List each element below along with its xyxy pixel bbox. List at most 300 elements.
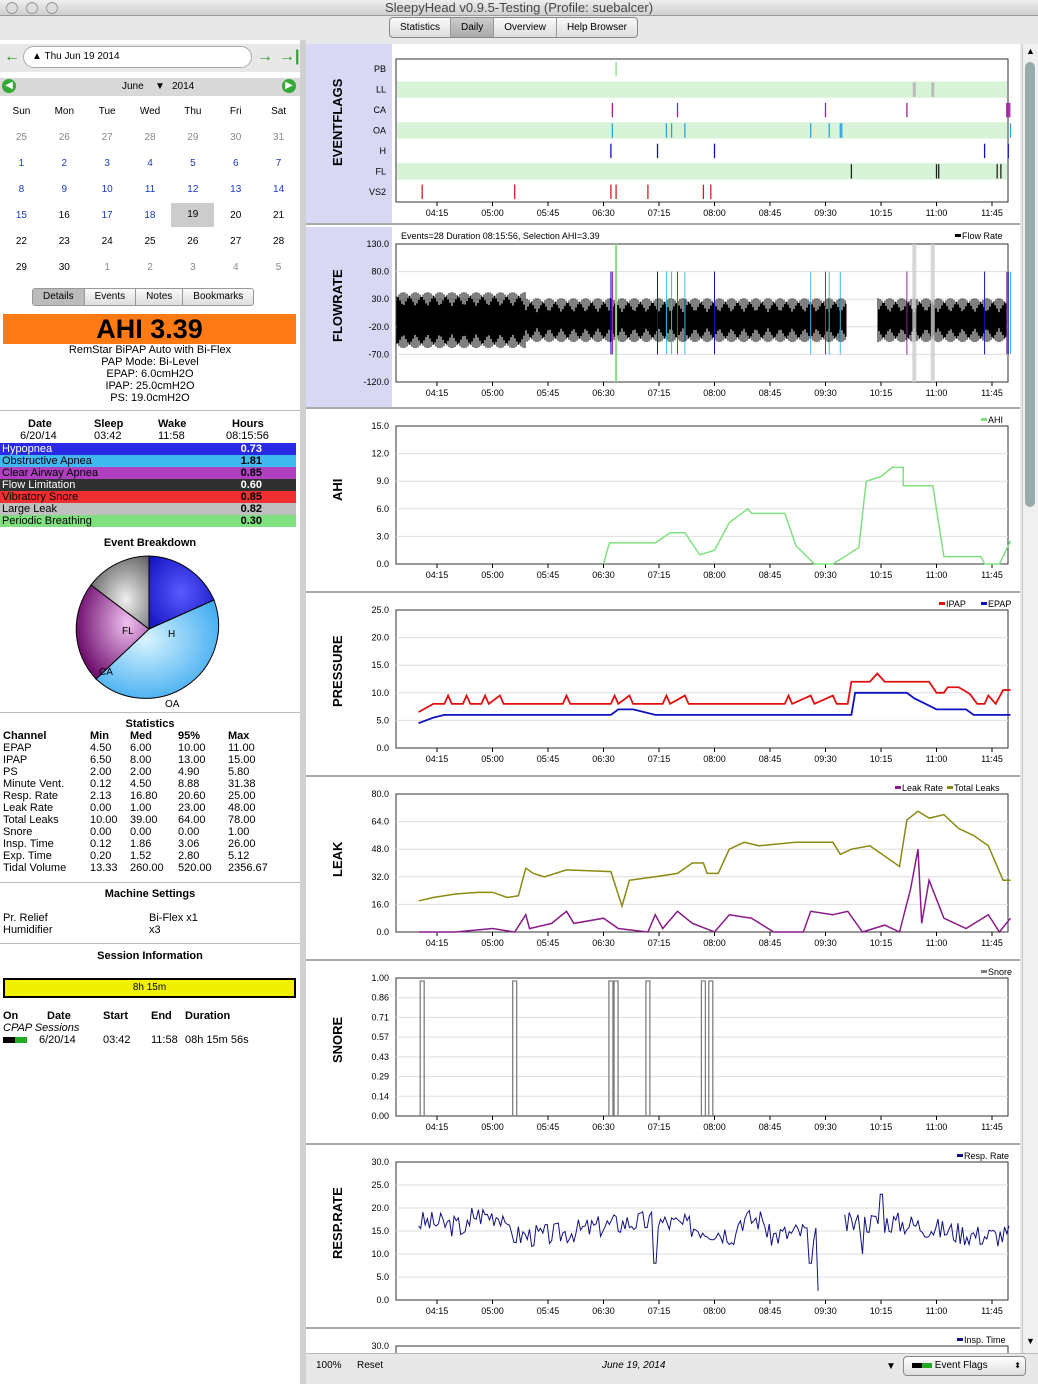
ahi-plot[interactable]	[306, 411, 1020, 593]
flag-row-label: LL	[375, 84, 386, 95]
time-tick-label: 05:45	[536, 754, 560, 764]
calendar-day[interactable]: 21	[272, 209, 285, 221]
statistics-cell: 2.00	[130, 766, 152, 778]
time-tick-label: 11:00	[925, 754, 948, 764]
minimize-icon[interactable]	[26, 2, 38, 14]
graph-label: LEAK	[330, 841, 345, 877]
prev-month-icon[interactable]: ◀	[2, 79, 16, 93]
event-row[interactable]	[0, 443, 296, 455]
time-tick-label: 05:45	[536, 570, 560, 580]
time-tick-label: 07:15	[647, 1122, 671, 1132]
flowrate-plot[interactable]	[306, 227, 1020, 409]
legend-swatch	[957, 1154, 963, 1157]
calendar-day[interactable]: 9	[61, 183, 68, 195]
y-tick-label: 25.0	[371, 1180, 389, 1190]
snore-plot[interactable]	[306, 963, 1020, 1145]
statistics-row	[0, 790, 300, 802]
time-tick-label: 08:45	[758, 1122, 782, 1132]
scroll-down-icon[interactable]: ▼	[1026, 1336, 1035, 1346]
machine-settings-title: Machine Settings	[104, 888, 196, 900]
calendar-day[interactable]: 17	[101, 209, 113, 221]
setting-value: Bi-Flex x1	[149, 912, 198, 924]
pie-label-h: H	[168, 629, 176, 640]
setting-name: Humidifier	[3, 924, 53, 936]
y-tick-label: 0.29	[371, 1071, 389, 1082]
calendar-day[interactable]: 27	[101, 131, 113, 143]
event-value: 1.81	[240, 455, 262, 467]
statistics-cell: 78.00	[228, 814, 256, 826]
y-tick-label: 25.0	[371, 605, 389, 615]
legend-label: Leak Rate	[902, 783, 944, 793]
calendar-day[interactable]: 16	[58, 209, 70, 221]
tab-bookmarks[interactable]: Bookmarks	[193, 291, 244, 302]
time-tick-label: 08:45	[758, 208, 782, 218]
y-tick-label: 6.0	[376, 503, 389, 514]
session-toggle[interactable]	[3, 1037, 27, 1043]
flag-row-label: OA	[372, 125, 386, 136]
statistics-cell: 16.80	[130, 790, 158, 802]
calendar-day[interactable]: 22	[15, 235, 27, 247]
statistics-cell: 1.86	[130, 838, 152, 850]
time-tick-label: 06:30	[592, 388, 615, 398]
statistics-row	[0, 754, 300, 766]
zoom-level: 100%	[316, 1360, 342, 1371]
window-title: SleepyHead v0.9.5-Testing (Profile: suebalcer)	[384, 0, 654, 15]
pressure-plot[interactable]	[306, 595, 1020, 777]
calendar-day[interactable]: 4	[232, 261, 239, 273]
statistics-cell: 1.00	[228, 826, 250, 838]
statistics-cell: 39.00	[130, 814, 158, 826]
reset-button[interactable]: Reset	[357, 1360, 384, 1371]
ps-setting: PS: 19.0cmH2O	[110, 392, 190, 404]
calendar-day[interactable]: 5	[190, 157, 196, 169]
pie-label-fl: FL	[122, 626, 134, 637]
time-tick-label: 08:00	[703, 1306, 726, 1316]
calendar-day[interactable]: 28	[273, 235, 285, 247]
y-tick-label: 64.0	[371, 816, 389, 827]
event-row[interactable]	[0, 515, 296, 527]
time-tick-label: 05:00	[481, 754, 504, 764]
y-tick-label: 0.86	[371, 992, 389, 1003]
graph-pressure	[306, 595, 1020, 777]
calendar-day[interactable]: 27	[230, 235, 242, 247]
time-tick-label: 05:45	[536, 208, 560, 218]
y-tick-label: 30.0	[371, 1157, 389, 1167]
time-tick-label: 05:00	[481, 1122, 504, 1132]
graph-label: PRESSURE	[330, 635, 345, 707]
time-tick-label: 08:45	[758, 388, 782, 398]
statistics-cell: 6.50	[90, 754, 112, 766]
calendar-day[interactable]: 14	[273, 183, 285, 195]
time-tick-label: 06:30	[592, 938, 615, 948]
y-tick-label: 0.0	[376, 1295, 389, 1305]
statistics-cell: 13.00	[178, 754, 206, 766]
calendar-day[interactable]: 29	[187, 131, 199, 143]
y-tick-label: -70.0	[368, 349, 389, 360]
statistics-cell: 0.12	[90, 778, 112, 790]
event-name: Vibratory Snore	[2, 491, 79, 503]
calendar-day-selected[interactable]: 19	[171, 203, 214, 227]
event-row[interactable]	[0, 467, 296, 479]
date-field[interactable]	[23, 46, 252, 68]
statistics-cell: Minute Vent.	[3, 778, 65, 790]
y-tick-label: 5.0	[376, 715, 389, 726]
y-tick-label: 10.0	[371, 687, 389, 698]
calendar-day[interactable]: 29	[15, 261, 27, 273]
calendar-day[interactable]: 3	[104, 157, 110, 169]
statistics-cell: 6.00	[130, 742, 152, 754]
setting-value: x3	[149, 924, 161, 936]
calendar-day[interactable]: 11	[144, 183, 156, 195]
time-tick-label: 05:00	[481, 938, 504, 948]
session-timeline-bar[interactable]: 8h 15m	[3, 978, 296, 998]
date-value: Thu Jun 19 2014	[44, 51, 120, 62]
legend-swatch	[957, 1338, 963, 1341]
flag-row-label: H	[379, 145, 386, 156]
session-header: Start	[103, 1010, 129, 1022]
statistics-cell: 4.50	[90, 742, 112, 754]
month-select[interactable]: June	[122, 81, 144, 92]
zoom-icon[interactable]	[46, 2, 58, 14]
session-cell: 6/20/14	[39, 1034, 76, 1046]
summary-header: Sleep	[94, 418, 124, 430]
statistics-header: Min	[90, 730, 109, 742]
day-header: Thu	[184, 105, 202, 117]
event-value: 0.73	[240, 443, 262, 455]
y-tick-label: 30.0	[371, 1341, 389, 1351]
back-arrow-icon[interactable]: ←	[4, 48, 20, 65]
close-icon[interactable]	[6, 2, 18, 14]
statistics-row	[0, 862, 300, 874]
vertical-scrollbar[interactable]	[1022, 44, 1038, 1353]
calendar-header	[0, 98, 300, 124]
scroll-thumb[interactable]	[1025, 62, 1035, 507]
calendar-day[interactable]: 8	[18, 183, 25, 195]
statistics-cell: 20.60	[178, 790, 206, 802]
statistics-cell: 11.00	[228, 742, 255, 754]
statistics-row	[0, 802, 300, 814]
date-picker-icon: ▲	[32, 51, 45, 62]
statistics-cell: 2.13	[90, 790, 112, 802]
left-panel	[0, 40, 300, 1384]
time-tick-label: 04:15	[425, 938, 449, 948]
month-bar	[0, 78, 300, 96]
graph-label: SNORE	[330, 1016, 345, 1063]
legend-swatch	[981, 418, 987, 421]
session-header: End	[151, 1010, 172, 1022]
time-tick-label: 08:00	[703, 1122, 726, 1132]
y-tick-label: 0.43	[371, 1051, 389, 1062]
flow-info: Events=28 Duration 08:15:56, Selection AHI=3.39	[401, 231, 600, 241]
statistics-cell: 2356.67	[228, 862, 268, 874]
event-row[interactable]	[0, 491, 296, 503]
legend-swatch	[947, 786, 953, 789]
y-tick-label: 80.0	[371, 266, 389, 277]
statistics-cell: Insp. Time	[3, 838, 54, 850]
graph-swatch-icon	[912, 1363, 932, 1368]
forward-arrow-icon[interactable]: →	[257, 48, 273, 65]
statistics-cell: 25.00	[228, 790, 256, 802]
event-name: Clear Airway Apnea	[2, 467, 98, 479]
flag-row-label: PB	[373, 64, 386, 75]
y-tick-label: 15.0	[371, 421, 389, 431]
calendar-day[interactable]: 18	[144, 209, 156, 221]
statistics-cell: 520.00	[178, 862, 212, 874]
legend-swatch	[895, 786, 901, 789]
y-tick-label: -20.0	[368, 321, 389, 332]
statistics-row	[0, 766, 300, 778]
detail-tabs	[32, 288, 254, 306]
day-header: Mon	[54, 105, 75, 117]
calendar-day[interactable]: 3	[190, 261, 196, 273]
time-tick-label: 09:30	[814, 570, 837, 580]
day-header: Fri	[229, 105, 242, 117]
time-tick-label: 09:30	[814, 1306, 837, 1316]
calendar-day[interactable]: 7	[275, 157, 282, 169]
legend-label: EPAP	[988, 599, 1012, 609]
ahi-banner: AHI 3.39	[3, 314, 296, 344]
calendar-day[interactable]: 15	[15, 209, 27, 221]
time-tick-label: 10:15	[869, 388, 893, 398]
tab-details[interactable]: Details	[33, 289, 85, 305]
statistics-row	[0, 814, 300, 826]
legend-swatch	[939, 602, 945, 605]
time-tick-label: 04:15	[425, 208, 449, 218]
time-tick-label: 05:45	[536, 938, 560, 948]
graph-snore	[306, 963, 1020, 1145]
calendar-day[interactable]: 25	[144, 235, 156, 247]
filter-dropdown-icon[interactable]: ▼	[886, 1361, 896, 1372]
time-tick-label: 09:30	[814, 388, 837, 398]
calendar-day[interactable]: 30	[58, 261, 70, 273]
statistics-cell: 0.12	[90, 838, 112, 850]
session-cell: 03:42	[103, 1034, 131, 1046]
graph-select-value: Event Flags	[934, 1360, 988, 1371]
statistics-row	[0, 778, 300, 790]
calendar-day[interactable]: 30	[230, 131, 242, 143]
session-header: Date	[47, 1010, 71, 1022]
calendar-day[interactable]: 4	[147, 157, 153, 169]
time-tick-label: 06:30	[592, 1122, 615, 1132]
flag-row-label: CA	[373, 105, 386, 116]
statistics-cell: 0.00	[90, 826, 112, 838]
flag-row-label: FL	[375, 166, 386, 177]
tab-events[interactable]: Events	[85, 289, 137, 305]
legend-label: Snore	[988, 967, 1013, 977]
event-value: 0.30	[240, 515, 262, 527]
time-tick-label: 11:45	[981, 938, 1003, 948]
calendar-day[interactable]: 26	[58, 131, 70, 143]
day-header: Wed	[139, 105, 161, 117]
time-tick-label: 11:00	[925, 388, 948, 398]
statistics-cell: 1.00	[130, 802, 152, 814]
ipap-setting: IPAP: 25.0cmH2O	[105, 380, 195, 392]
epap-setting: EPAP: 6.0cmH2O	[106, 368, 194, 380]
statistics-cell: 260.00	[130, 862, 164, 874]
statistics-cell: 64.00	[178, 814, 206, 826]
time-tick-label: 08:00	[703, 938, 726, 948]
statistics-header: Med	[130, 730, 152, 742]
session-summary	[0, 418, 300, 442]
time-tick-label: 07:15	[647, 754, 671, 764]
time-tick-label: 05:45	[536, 1306, 560, 1316]
time-tick-label: 09:30	[814, 754, 837, 764]
y-tick-label: 48.0	[371, 844, 389, 855]
calendar-day[interactable]: 28	[144, 131, 156, 143]
time-tick-label: 11:00	[925, 208, 948, 218]
flag-row-label: VS2	[368, 186, 386, 197]
statistics-cell: 3.06	[178, 838, 200, 850]
event-row[interactable]	[0, 479, 296, 491]
time-tick-label: 04:15	[425, 1122, 449, 1132]
date-nav	[0, 44, 300, 72]
statistics-row	[0, 850, 300, 862]
statistics-cell: IPAP	[3, 754, 28, 766]
y-tick-label: 0.0	[376, 743, 389, 753]
legend-label: Flow Rate	[962, 231, 1003, 241]
resp-rate-plot[interactable]	[306, 1147, 1020, 1329]
time-tick-label: 08:45	[758, 570, 782, 580]
calendar-day[interactable]: 20	[230, 209, 242, 221]
legend-swatch	[955, 234, 961, 237]
session-header: On	[3, 1010, 19, 1022]
calendar-day[interactable]: 23	[58, 235, 70, 247]
statistics-row	[0, 742, 300, 754]
session-cell: 08h 15m 56s	[185, 1034, 249, 1046]
statistics-row	[0, 826, 300, 838]
graph-eventflags	[306, 44, 1020, 225]
y-tick-label: 20.0	[371, 1203, 389, 1213]
calendar-day[interactable]: 2	[147, 261, 153, 273]
graph-select[interactable]	[903, 1356, 1026, 1376]
statistics-cell: 48.00	[228, 802, 256, 814]
calendar-day[interactable]: 1	[18, 157, 25, 169]
leak-plot[interactable]	[306, 779, 1020, 961]
summary-value: 6/20/14	[20, 430, 57, 442]
time-tick-label: 05:00	[481, 388, 504, 398]
tab-daily[interactable]: Daily	[451, 18, 494, 37]
time-tick-label: 05:00	[481, 1306, 504, 1316]
year-field[interactable]: 2014	[172, 81, 195, 92]
legend-label: IPAP	[946, 599, 966, 609]
time-tick-label: 11:00	[925, 1306, 948, 1316]
y-tick-label: 1.00	[371, 973, 389, 983]
scroll-up-icon[interactable]: ▲	[1026, 46, 1035, 56]
time-tick-label: 11:45	[981, 570, 1003, 580]
time-tick-label: 08:00	[703, 754, 726, 764]
statistics-cell: 0.00	[90, 802, 112, 814]
graph-area	[306, 44, 1020, 1353]
event-breakdown-pie	[74, 554, 224, 710]
time-tick-label: 11:45	[981, 208, 1003, 218]
event-value: 0.85	[240, 467, 262, 479]
statistics-cell: Total Leaks	[3, 814, 59, 826]
month-dropdown-icon[interactable]: ▼	[155, 81, 165, 92]
time-tick-label: 06:30	[592, 754, 615, 764]
session-header: Duration	[185, 1010, 231, 1022]
y-tick-label: 12.0	[371, 448, 389, 459]
statistics-cell: 4.90	[178, 766, 200, 778]
statistics-table	[0, 718, 300, 874]
summary-value: 03:42	[94, 430, 122, 442]
event-row[interactable]	[0, 503, 296, 515]
last-day-icon[interactable]: →|	[279, 48, 300, 65]
statistics-cell: 31.38	[228, 778, 256, 790]
calendar-day[interactable]: 5	[275, 261, 282, 273]
day-header: Tue	[98, 105, 116, 117]
event-name: Periodic Breathing	[2, 515, 92, 527]
time-tick-label: 07:15	[647, 1306, 671, 1316]
statistics-cell: 5.80	[228, 766, 250, 778]
time-tick-label: 11:45	[981, 1306, 1003, 1316]
pie-label-ca: CA	[99, 667, 113, 678]
calendar-day[interactable]: 31	[273, 131, 285, 143]
tab-notes[interactable]: Notes	[136, 289, 183, 305]
calendar-day[interactable]: 25	[15, 131, 27, 143]
time-tick-label: 04:15	[425, 388, 449, 398]
time-tick-label: 04:15	[425, 1306, 449, 1316]
statistics-cell: 8.88	[178, 778, 200, 790]
graph-ahi	[306, 411, 1020, 593]
statistics-cell: 0.20	[90, 850, 112, 862]
statistics-cell: PS	[3, 766, 18, 778]
tab-overview[interactable]: Overview	[494, 18, 557, 37]
calendar-day[interactable]: 12	[187, 183, 199, 195]
time-tick-label: 09:30	[814, 938, 837, 948]
time-tick-label: 08:00	[703, 208, 726, 218]
time-tick-label: 06:30	[592, 570, 615, 580]
y-tick-label: 15.0	[371, 1226, 389, 1236]
day-header: Sat	[271, 105, 287, 117]
statistics-cell: 2.80	[178, 850, 200, 862]
tab-statistics[interactable]: Statistics	[390, 18, 451, 37]
time-tick-label: 06:30	[592, 1306, 615, 1316]
time-tick-label: 05:45	[536, 1122, 560, 1132]
time-tick-label: 05:00	[481, 570, 504, 580]
event-name: Flow Limitation	[2, 479, 76, 491]
statistics-header-row	[0, 730, 300, 742]
y-tick-label: -120.0	[363, 377, 389, 387]
calendar-day[interactable]: 13	[230, 183, 242, 195]
calendar-day[interactable]: 26	[187, 235, 199, 247]
calendar-day[interactable]: 1	[104, 261, 110, 273]
event-row[interactable]	[0, 455, 296, 467]
calendar-day[interactable]: 10	[101, 183, 113, 195]
calendar-day[interactable]: 2	[61, 157, 68, 169]
next-month-icon[interactable]: ▶	[282, 79, 296, 93]
y-tick-label: 10.0	[371, 1249, 389, 1259]
calendar-day[interactable]: 6	[232, 157, 239, 169]
statistics-cell: EPAP	[3, 742, 32, 754]
calendar-day[interactable]: 24	[101, 235, 113, 247]
summary-header: Hours	[232, 418, 264, 430]
graph-resp-rate	[306, 1147, 1020, 1329]
statistics-cell: 5.12	[228, 850, 250, 862]
time-tick-label: 04:15	[425, 570, 449, 580]
select-arrows-icon: ⬍	[1014, 1361, 1021, 1370]
legend-label: Resp. Rate	[964, 1151, 1010, 1161]
time-tick-label: 10:15	[869, 208, 893, 218]
statistics-row	[0, 838, 300, 850]
event-name: Large Leak	[2, 503, 58, 515]
summary-value: 11:58	[158, 430, 185, 442]
tab-help-browser[interactable]: Help Browser	[566, 22, 627, 33]
statistics-cell: Leak Rate	[3, 802, 54, 814]
event-value: 0.82	[240, 503, 262, 515]
time-tick-label: 10:15	[869, 1306, 893, 1316]
y-tick-label: 80.0	[371, 789, 389, 799]
session-table	[3, 1010, 299, 1046]
